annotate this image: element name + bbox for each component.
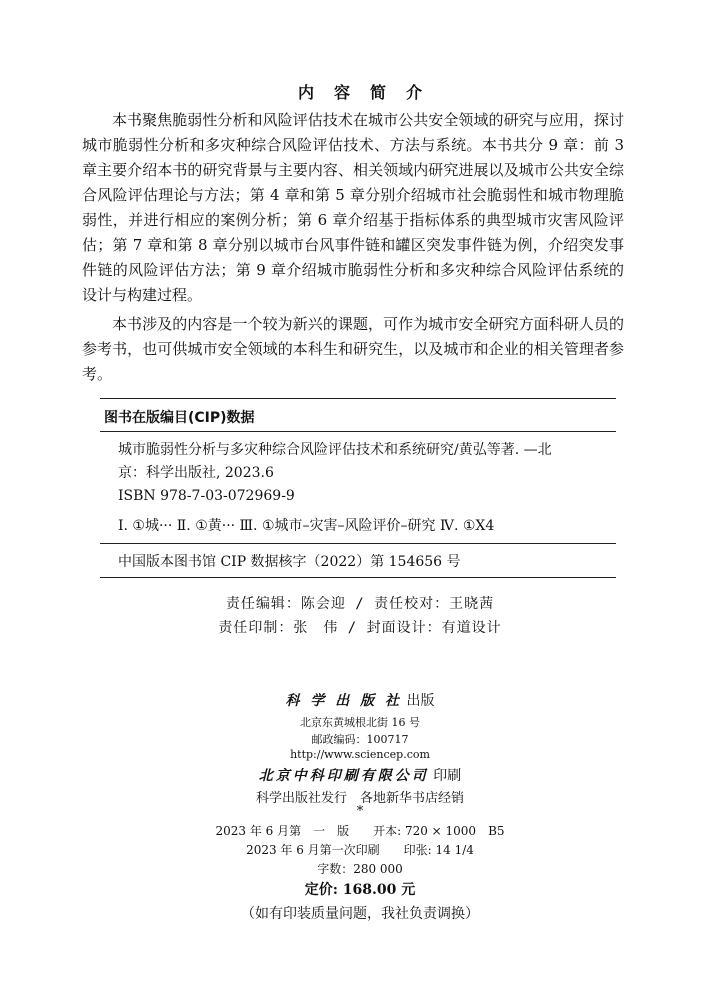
cip-description-line-1: 城市脆弱性分析与多灾种综合风险评估技术和系统研究/黄弘等著. —北 — [118, 442, 552, 458]
publisher-suffix: 出版 — [406, 693, 435, 709]
intro-paragraph-1: 本书聚焦脆弱性分析和风险评估技术在城市公共安全领域的研究与应用，探讨城市脆弱性分析和多灾种综合风险评估技术、方法与系统。本书共分 9 章：前 3 章主要介绍本书的研究背景与主要内容、相关领域内研究进展以及城市公共安全综合风险评估理论与方法；第 4 章和第 5 章分别介绍城市社会脆弱性和城市物理脆弱性，并进行相应的案例分析；第 6 章介绍基于指标体系的典型城市灾害风险评估；第 7 章和第 8 章分别以城市台风事件链和罐区突发事件链为例，介绍突发事件链的风险评估方法；第 9 章介绍城市脆弱性分析和多灾种综合风险评估系统的设计与构建过程。 — [82, 111, 624, 304]
production-credit: 责任印制：张 伟 / 封面设计：有道设计 — [218, 620, 502, 636]
publisher-name: 科 学 出 版 社 — [285, 693, 403, 709]
printing-line: 2023 年 6 月第一次印刷 印张: 14 1/4 — [246, 843, 474, 857]
publisher-postcode: 邮政编码：100717 — [311, 733, 409, 746]
intro-body — [82, 108, 624, 391]
edition-line: 2023 年 6 月第 一 版 开本: 720 × 1000 B5 — [215, 824, 505, 838]
cip-description — [118, 439, 608, 508]
printer-name: 北京中科印刷有限公司 — [258, 768, 429, 784]
cip-isbn: ISBN 978-7-03-072969-9 — [118, 488, 295, 504]
printer-suffix: 印刷 — [433, 768, 462, 784]
distribution-line: 科学出版社发行 各地新华书店经销 — [255, 791, 464, 806]
intro-title: 内容简介 — [297, 83, 442, 102]
quality-notice: （如有印装质量问题，我社负责调换） — [241, 906, 479, 922]
editor-credit: 责任编辑：陈会迎 / 责任校对：王晓茜 — [225, 596, 495, 612]
publisher-url: http://www.sciencep.com — [290, 748, 430, 761]
cip-data-box — [100, 398, 616, 578]
cip-number: 中国版本图书馆 CIP 数据核字（2022）第 154656 号 — [118, 554, 461, 570]
intro-paragraph-2: 本书涉及的内容是一个较为新兴的课题，可作为城市安全研究方面科研人员的参考书，也可供城市安全领域的本科生和研究生，以及城市和企业的相关管理者参考。 — [82, 315, 624, 383]
word-count: 字数：280 000 — [317, 862, 403, 876]
publisher-line — [0, 690, 720, 710]
cip-divider-top — [100, 431, 616, 432]
separator-star: * — [356, 804, 364, 819]
cip-classification: Ⅰ. ①城··· Ⅱ. ①黄··· Ⅲ. ①城市–灾害–风险评价–研究 Ⅳ. ①X4 — [118, 518, 495, 534]
publisher-address: 北京东黄城根北街 16 号 — [300, 716, 420, 729]
price: 定价: 168.00 元 — [304, 882, 416, 898]
cip-heading: 图书在版编目(CIP)数据 — [104, 410, 255, 426]
printer-line — [0, 765, 720, 785]
cip-description-line-2: 京：科学出版社, 2023.6 — [118, 465, 274, 481]
cip-divider-bottom — [100, 543, 616, 544]
